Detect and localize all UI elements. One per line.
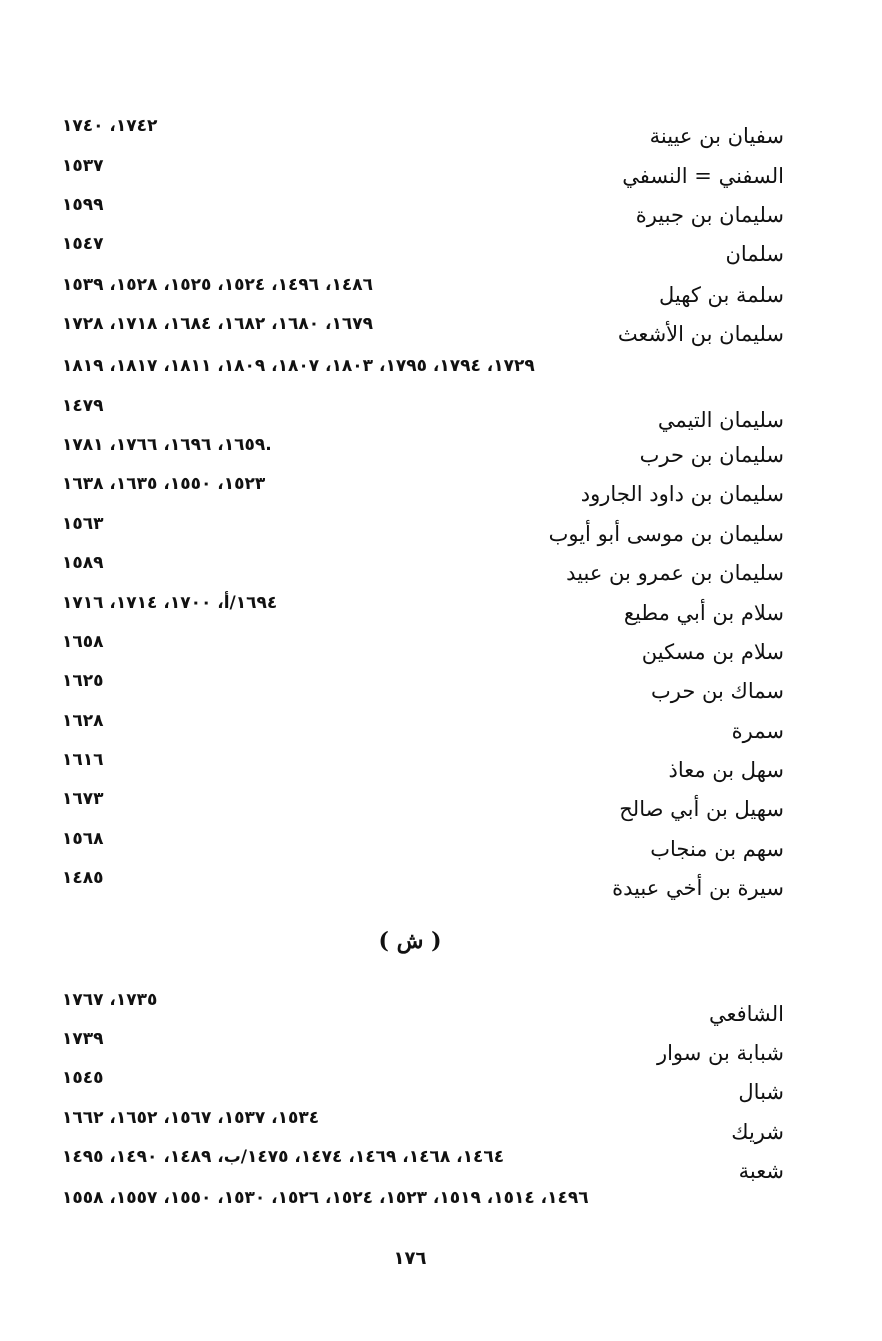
list-item xyxy=(0,1188,882,1234)
page-number: ١٧٦ xyxy=(393,1248,427,1269)
entry-refs: ١٥٤٥ xyxy=(62,1068,104,1088)
entry-name: سليمان التيمي xyxy=(657,408,784,432)
entry-refs: ١٧٣٥، ١٧٦٧ xyxy=(62,990,158,1010)
list-item xyxy=(0,156,882,202)
list-item xyxy=(0,195,882,241)
entry-name: سهل بن معاذ xyxy=(668,758,784,782)
entry-refs: ١٦٥٨ xyxy=(62,632,104,652)
entry-name: سليمان بن حرب xyxy=(639,443,784,467)
entry-refs: ١٦٢٨ xyxy=(62,711,104,731)
entry-refs: ١٦١٦ xyxy=(62,750,104,770)
entry-refs: ١٤٨٥ xyxy=(62,868,104,888)
entry-refs: ١٥٦٨ xyxy=(62,829,104,849)
list-item xyxy=(0,990,882,1036)
entry-name: سيرة بن أخي عبيدة xyxy=(612,876,784,900)
list-item xyxy=(0,868,882,914)
entry-refs: ١٦٥٩، ١٦٩٦، ١٧٦٦، ١٧٨١. xyxy=(62,435,272,455)
entry-name: سليمان بن داود الجارود xyxy=(580,482,784,506)
entry-refs: ١٧٤٢، ١٧٤٠ xyxy=(62,116,158,136)
entry-name: شريك xyxy=(731,1120,784,1144)
entry-name: سلام بن مسكين xyxy=(641,640,784,664)
entry-name: سلام بن أبي مطيع xyxy=(623,601,784,625)
entry-name: الشافعي xyxy=(708,1002,784,1026)
entry-name: سليمان بن عمرو بن عبيد xyxy=(566,561,784,585)
list-item xyxy=(0,474,882,520)
entry-name: سفيان بن عيينة xyxy=(649,124,784,148)
list-item xyxy=(0,711,882,757)
entry-name: سهيل بن أبي صالح xyxy=(619,797,784,821)
entry-refs: ١٧٣٩ xyxy=(62,1029,104,1049)
entry-refs-continued: ١٧٢٩، ١٧٩٤، ١٧٩٥، ١٨٠٣، ١٨٠٧، ١٨٠٩، ١٨١١، ١٨١٧، ١٨١٩ xyxy=(62,356,535,376)
list-item xyxy=(0,750,882,796)
entry-name: سليمان بن موسى أبو أيوب xyxy=(548,522,784,546)
entry-name: شبابة بن سوار xyxy=(656,1041,784,1065)
entry-refs: ١٥٢٣، ١٥٥٠، ١٦٣٥، ١٦٣٨ xyxy=(62,474,266,494)
entry-refs: ١٥٣٧ xyxy=(62,156,104,176)
list-item xyxy=(0,514,882,560)
entry-name: سلمان xyxy=(725,242,784,266)
entry-name: سماك بن حرب xyxy=(651,679,784,703)
list-item xyxy=(0,1029,882,1075)
list-item xyxy=(0,632,882,678)
entry-name: سلمة بن كهيل xyxy=(658,283,784,307)
entry-refs: ١٥٨٩ xyxy=(62,553,104,573)
entry-refs: ١٤٨٦، ١٤٩٦، ١٥٢٤، ١٥٢٥، ١٥٢٨، ١٥٣٩ xyxy=(62,275,374,295)
entry-refs: ١٤٧٩ xyxy=(62,396,104,416)
entry-name: سمرة xyxy=(731,719,784,743)
list-item xyxy=(0,356,882,402)
entry-refs: ١٥٣٤، ١٥٣٧، ١٥٦٧، ١٦٥٢، ١٦٦٢ xyxy=(62,1108,320,1128)
entry-name: سليمان بن جبيرة xyxy=(635,203,784,227)
entry-refs: ١٦٧٩، ١٦٨٠، ١٦٨٢، ١٦٨٤، ١٧١٨، ١٧٢٨ xyxy=(62,314,374,334)
section-heading: ( ش ) xyxy=(378,928,442,954)
entry-refs: ١٥٩٩ xyxy=(62,195,104,215)
entry-refs: ١٦٢٥ xyxy=(62,671,104,691)
list-item xyxy=(0,116,882,162)
entry-name: شعبة xyxy=(738,1159,784,1183)
list-item xyxy=(0,829,882,875)
entry-refs: ١٦٩٤/أ، ١٧٠٠، ١٧١٤، ١٧١٦ xyxy=(62,593,278,613)
entry-refs: ١٥٦٣ xyxy=(62,514,104,534)
entry-name: سليمان بن الأشعث xyxy=(617,322,784,346)
entry-name: السفني = النسفي xyxy=(622,164,784,188)
list-item xyxy=(0,671,882,717)
entry-name: سهم بن منجاب xyxy=(650,837,784,861)
list-item xyxy=(0,789,882,835)
entry-refs-continued: ١٤٩٦، ١٥١٤، ١٥١٩، ١٥٢٣، ١٥٢٤، ١٥٢٦، ١٥٣٠، ١٥٥٠، ١٥٥٧، ١٥٥٨ xyxy=(62,1188,589,1208)
list-item xyxy=(0,593,882,639)
entry-refs: ١٥٤٧ xyxy=(62,234,104,254)
entry-name: شبال xyxy=(738,1080,784,1104)
entry-refs: ١٤٦٤، ١٤٦٨، ١٤٦٩، ١٤٧٤، ١٤٧٥/ب، ١٤٨٩، ١٤٩٠، ١٤٩٥ xyxy=(62,1147,505,1167)
entry-refs: ١٦٧٣ xyxy=(62,789,104,809)
